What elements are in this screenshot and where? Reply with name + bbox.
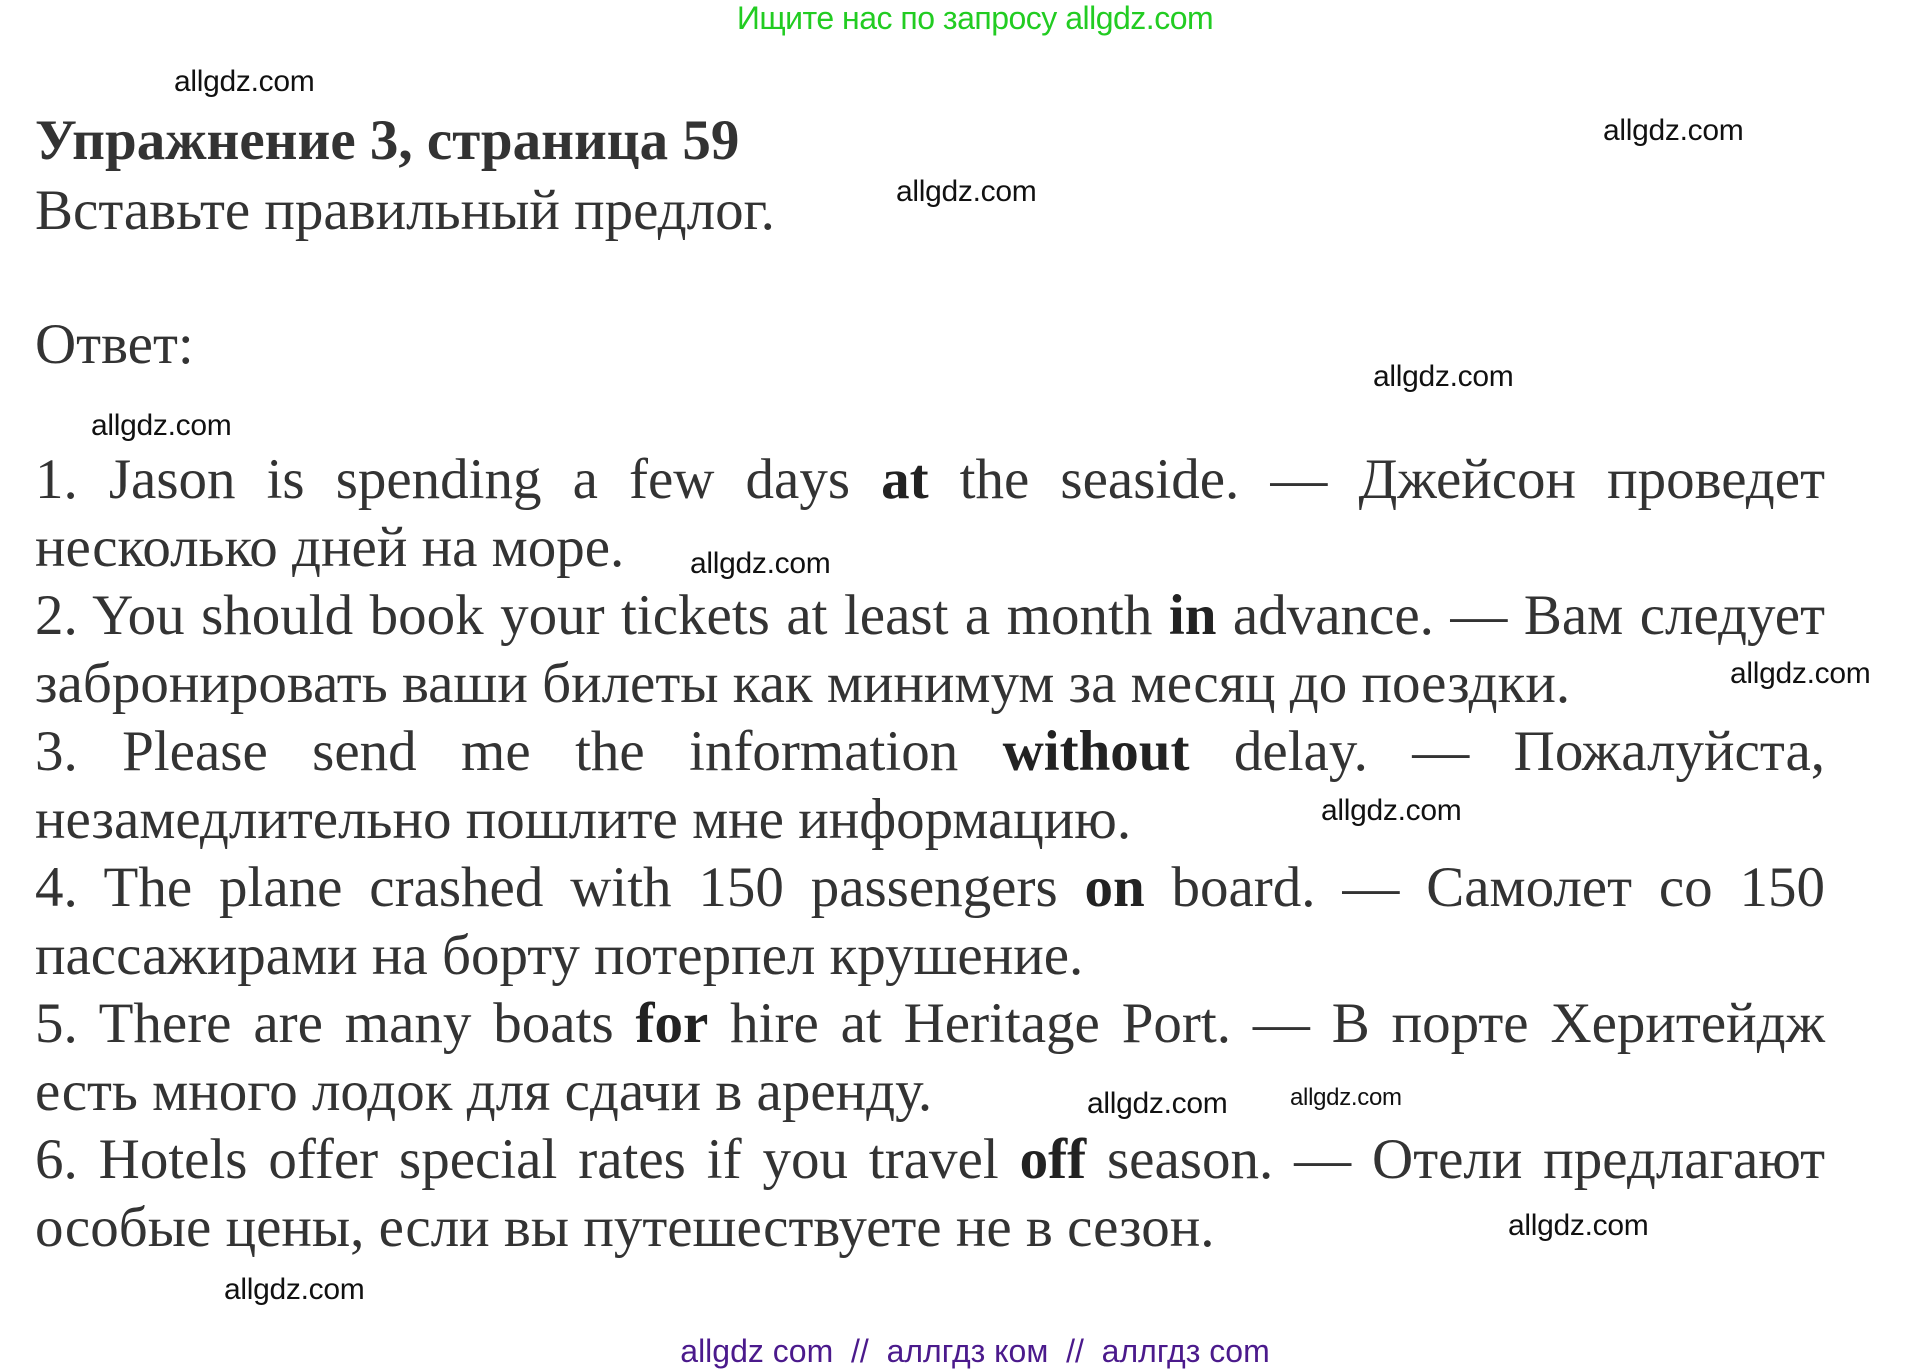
watermark: allgdz.com (690, 547, 831, 580)
watermark: allgdz.com (174, 65, 315, 98)
footer-text: allgdz com // аллгдз ком // аллгдз com (680, 1333, 1270, 1369)
watermark: allgdz.com (1373, 360, 1514, 393)
list-item: 1. Jason is spending a few days at the seaside. — Джейсон проведет несколько дней на море. (35, 448, 1825, 579)
list-item: 2. You should book your tickets at least a month in advance. — Вам следует забронировать ваши билеты как минимум за месяц до поездки. (35, 584, 1825, 715)
exercise-title: Упражнение 3, страница 59 (35, 109, 740, 172)
list-item: 6. Hotels offer special rates if you travel off season. — Отели предлагают особые цены, если вы путешествуете не в сезон. (35, 1128, 1825, 1259)
search-banner: Ищите нас по запросу allgdz.com (736, 0, 1214, 36)
footer-watermark (0, 1333, 1930, 1370)
list-item: 3. Please send me the information without delay. — Пожалуйста, незамедлительно пошлите мне информацию. (35, 720, 1826, 851)
watermark: allgdz.com (1321, 794, 1462, 827)
watermark: allgdz.com (91, 409, 232, 442)
instruction: Вставьте правильный предлог. (35, 179, 775, 242)
watermark: allgdz.com (224, 1273, 365, 1306)
watermark: allgdz.com (896, 175, 1037, 208)
list-item: 5. There are many boats for hire at Heritage Port. — В порте Херитейдж есть много лодок для сдачи в аренду. (35, 992, 1826, 1123)
watermark: allgdz.com (1730, 657, 1871, 690)
answer-list (35, 446, 1825, 1262)
list-item: 4. The plane crashed with 150 passengers on board. — Самолет со 150 пассажирами на борту потерпел крушение. (35, 856, 1825, 987)
answer-label: Ответ: (35, 313, 194, 376)
watermark: allgdz.com (1087, 1087, 1228, 1120)
watermark: allgdz.com (1603, 114, 1744, 147)
watermark: allgdz.com (1290, 1084, 1402, 1111)
watermark: allgdz.com (1508, 1209, 1649, 1242)
